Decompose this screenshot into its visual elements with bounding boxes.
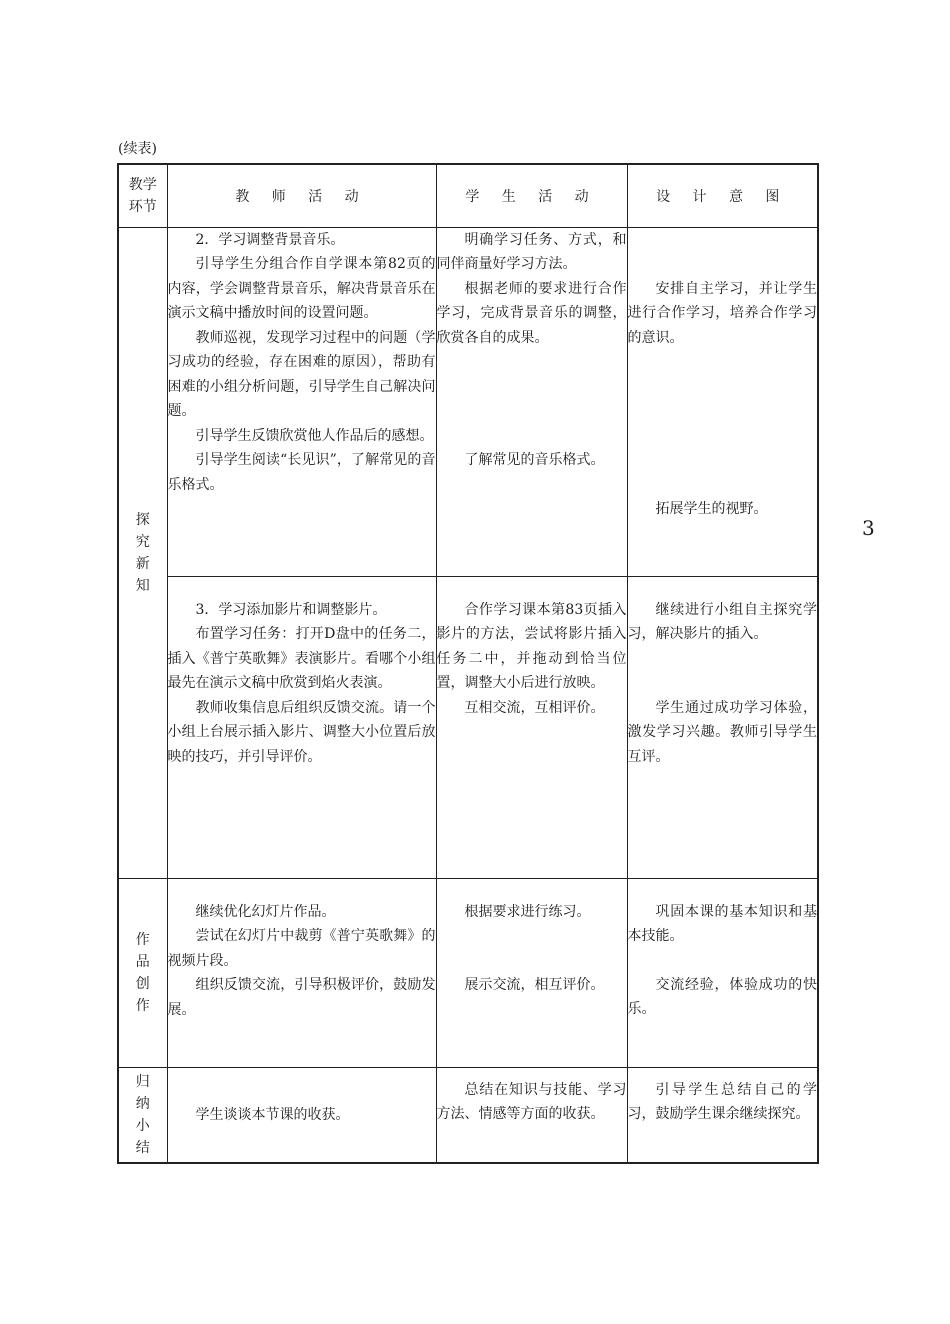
paragraph: 拓展学生的视野。	[655, 501, 768, 517]
stage-cell-summary	[118, 1067, 167, 1163]
paragraph: 3．学习添加影片和调整影片。	[195, 601, 387, 618]
design-intent-cell	[627, 1067, 818, 1163]
header-stage-line-1: 教学	[128, 176, 157, 193]
paragraph: 尝试在幻灯片中裁剪《普宁英歌舞》的视频片段。	[167, 928, 436, 969]
table-row	[118, 227, 818, 576]
stage-char: 小	[135, 1117, 150, 1134]
student-activity-cell	[436, 878, 627, 1067]
header-stage-line-2: 环节	[128, 198, 157, 215]
paragraph: 总结在知识与技能、学习方法、情感等方面的收获。	[436, 1081, 627, 1122]
paragraph: 展示交流，相互评价。	[464, 977, 605, 993]
stage-char: 作	[135, 997, 150, 1014]
header-stage	[118, 164, 167, 227]
paragraph: 学生谈谈本节课的收获。	[195, 1106, 350, 1123]
student-activity-cell	[436, 1067, 627, 1163]
paragraph: 引导学生阅读“长见识”，了解常见的音乐格式。	[167, 452, 436, 493]
header-student: 学 生 活 动	[436, 164, 627, 227]
paragraph: 根据老师的要求进行合作学习，完成背景音乐的调整，欣赏各自的成果。	[436, 280, 627, 346]
page-number: 3	[862, 516, 875, 540]
stage-char: 作	[135, 931, 150, 948]
continuation-label: (续表)	[118, 141, 157, 157]
paragraph: 引导学生反馈欣赏他人作品后的感想。	[195, 427, 434, 444]
header-teacher: 教 师 活 动	[167, 164, 436, 227]
paragraph: 继续优化幻灯片作品。	[195, 903, 336, 920]
stage-char: 探	[135, 511, 150, 528]
paragraph: 引导学生总结自己的学习，鼓励学生课余继续探究。	[627, 1081, 817, 1122]
paragraph: 继续进行小组自主探究学习，解决影片的插入。	[627, 601, 817, 642]
paragraph: 2．学习调整背景音乐。	[195, 231, 345, 248]
paragraph: 安排自主学习，并让学生进行合作学习，培养合作学习的意识。	[627, 280, 817, 346]
table-row	[118, 878, 818, 1067]
header-row	[118, 164, 818, 227]
stage-char: 结	[135, 1139, 150, 1156]
design-intent-cell	[627, 576, 818, 878]
paragraph: 教师收集信息后组织反馈交流。请一个小组上台展示插入影片、调整大小位置后放映的技巧，并引导评价。	[167, 699, 436, 765]
paragraph: 引导学生分组合作自学课本第82页的内容，学会调整背景音乐，解决背景音乐在演示文稿中播放时间的设置问题。	[167, 256, 436, 321]
paragraph: 明确学习任务、方式，和同伴商量好学习方法。	[436, 231, 627, 272]
stage-char: 品	[135, 953, 150, 970]
header-design: 设 计 意 图	[627, 164, 818, 227]
student-activity-cell	[436, 227, 627, 576]
paragraph: 交流经验，体验成功的快乐。	[627, 976, 817, 1017]
design-intent-cell	[627, 878, 818, 1067]
paragraph: 互相交流，互相评价。	[464, 699, 605, 716]
student-activity-cell	[436, 576, 627, 878]
stage-cell-creation	[118, 878, 167, 1067]
teacher-activity-cell	[167, 1067, 436, 1163]
paragraph: 合作学习课本第83页插入影片的方法，尝试将影片插入任务二中，并拖动到恰当位置，调整大小后进行放映。	[436, 601, 627, 691]
table-row	[118, 1067, 818, 1163]
stage-char: 新	[135, 555, 150, 572]
paragraph: 布置学习任务：打开D盘中的任务二，插入《普宁英歌舞》表演影片。看哪个小组最先在演示文稿中欣赏到焰火表演。	[167, 626, 436, 691]
stage-char: 究	[135, 533, 150, 550]
paragraph: 了解常见的音乐格式。	[464, 452, 605, 468]
stage-char: 创	[135, 975, 150, 992]
table-row	[118, 576, 818, 878]
paragraph: 巩固本课的基本知识和基本技能。	[627, 903, 817, 944]
paragraph: 组织反馈交流，引导积极评价，鼓励发展。	[167, 977, 436, 1018]
paragraph: 根据要求进行练习。	[464, 903, 591, 920]
lesson-plan-table	[117, 163, 819, 1164]
stage-char: 归	[135, 1073, 150, 1090]
design-intent-cell	[627, 227, 818, 576]
teacher-activity-cell	[167, 227, 436, 576]
teacher-activity-cell	[167, 576, 436, 878]
stage-char: 纳	[135, 1095, 150, 1112]
teacher-activity-cell	[167, 878, 436, 1067]
paragraph: 教师巡视，发现学习过程中的问题（学习成功的经验，存在困难的原因），帮助有困难的小组分析问题，引导学生自己解决问题。	[167, 329, 436, 419]
stage-cell-explore	[118, 227, 167, 878]
paragraph: 学生通过成功学习体验，激发学习兴趣。教师引导学生互评。	[627, 699, 817, 765]
stage-char: 知	[135, 577, 150, 594]
